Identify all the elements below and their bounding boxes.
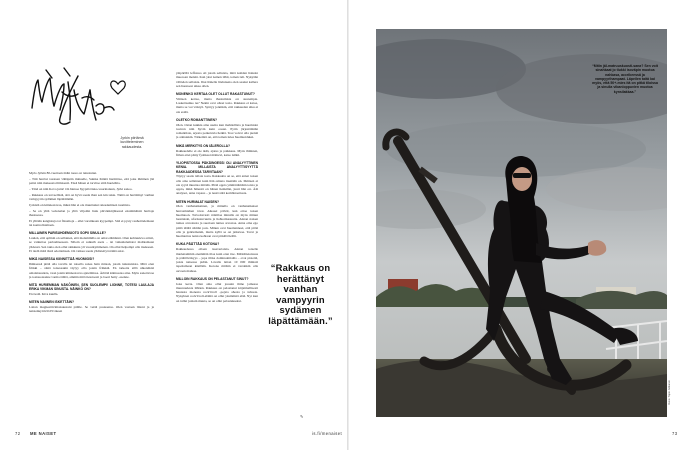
end-mark-icon: ✎ (300, 414, 304, 419)
col1-para-1: Myös Jyrkin 80-vuotiaan äidin tuore on tutustunut. (29, 171, 98, 175)
question-heading: MONENKO KERTAA OLET OLLUT RAKASTUNUT? (176, 92, 255, 96)
right-page-number: 73 (672, 431, 678, 436)
answer-body: Olen vanhanaikainen, ja minulla on vanhanaikaiset herrasmiehen tavat. Aikaset päivät, kun otiaa toisen huomioon. Toivottavasti rönttilaa minulla on myös minun luontaisin, ufarisutavuutta ja hohtorikasuutta. Annan naisen tuntea arvostusta ja suoriaan tuntea arvostaa. Anna oma ego pitää täältä silmän pois. Minun ovat huomanneet, että pitää olla ja gentlemanni, mutta kyllä se on jatkuvaa. Tavat ja huomioitus naista kohtaan ovat pitkälä heillä. (176, 204, 258, 239)
question-heading: MITEN NAIINEN ISKETTÄIN? (29, 300, 75, 305)
col1-para-4: – Rakkaus on terveellistä, sitä on hyvä saada ihan sen kin takia. Tämä on herättänyt vanhan vampyyrin sydämen läpättämään. (29, 192, 154, 202)
col1-para-3: – Tänä on niin Kova jutta! On hienoa hyypää täsko-vuorinatuun, Jyrki sanoo. (29, 186, 133, 191)
answer-body: Rakkaudelle ei ole ikää, ajatus ja paikkaus. Myös ihminen, fiiben ettei pääty fysiikasi määrevi, katso nälkä. (176, 148, 258, 157)
magazine-url: is.fi/menaiset (312, 431, 343, 436)
col1-para-7: Ei yhtään kangistuja tai filosmoja – ellei varsinkaan kyypempi. Siiä ei pysty rauhoittelemaan tai kontrolloimaan. (29, 218, 154, 228)
pull-quote-text: “Rakkaus on herättänyt vanhan vampyyrin sydämen läpättämään.” (268, 262, 333, 326)
photo-credit: Kuva: Tapio Julkunen (668, 380, 671, 405)
signature-drawing (24, 62, 132, 136)
question-heading: MITÄ HURIEMMAN NÄKÖINEN, SEN SUOLEMPI! LIONNE, TOTESI LAULAJA ERIKA VIKMAN SINUSTA. NÄINKÖ ON? (29, 283, 154, 292)
answer-body: Rakkaudessa ollaan tasavertaisia. Annan toiselle mielenammin enemmän tilaa kuin otan itse. Määrätietoisuus ja päättäväisyys – jopa tiltka dominointialtis – ovat pistettä, joista naisessa pidän. Lavalla laitan 10 000 ihmistä tapettamaan käsilään. Kotona mitään ei varsinkin olla ouvaan matkaa. (176, 247, 258, 273)
question-heading: MILLAINEN PARISUHDEMUOTO SOPII SINULLE? (29, 231, 106, 236)
question-heading: MIKÄ MERKITYS ON IÄLEROLLA? (176, 143, 231, 148)
question-heading: KUKA PÄÄTTÄÄ KOTONA? (176, 242, 220, 247)
answer-body: Viitisen kertaa, mutta ihastumisia on suurempia. Laskettaanko ne? Nekin ovat olleet tosia. Rakkaus ei katoa, mutta se voi väistyä. Syntyy jonnikin, että rakkauden alku ei ole estää. (176, 96, 258, 114)
signature-caption: Jyrkin piirtämä kuvitteleminen rakkaudesta. (120, 136, 144, 149)
answer-body: Luulen, että oplinin on sellainen, että molemmilla on omat elämänsä. Olen kohtuuleva artisti, se vaikuttaa parisuhteeseen. Silloin ei saikuih aseis – tai vaikuttelematst maltkamaan yhdessä. Sen takia olen ollut sinkkuna yli vuosikymmenen. On ollut helpompi olla itsekseen. Ei tiedä mitä tästä odottamaan. On vaikea saada yhdistettyä nämä asiat. (29, 236, 154, 253)
question-heading: MILLOIN RAKKAUS ON PELASTANUT SINUT? (176, 276, 249, 281)
answer-body: Täytyy saada tallata tosta. Rakkautta on se, että annat toisen olla aina sellainen kuin hän omana itsenään on. Ihmisen ei ole syytä muuttaa mitään. Pitää oppia ymmärtämään toista ja oppia, mikä hänestä on hänen henkilön, juuri hän on. Älä analysoi, anna vapaus – ja nauti siitä kombinaatiosta. (176, 174, 258, 196)
question-heading: OLETKO ROMANTTINEN? (176, 117, 218, 122)
answer-body: Olen. Ostan kukkia aina useita kun mahdollista ja huomioin tosiven niin hyvin kuin osaan. Pyrin järjestämään romanttisia, arjesta poiketuvia hetkiä. Teot voivat olla pieniä ja arkisiakin. Tärkeintä on, että toinen tulee huomioiduksi. (176, 122, 258, 140)
answer-body: Laitan magneettivimaisuustani päälle. Se vetää puoleensa. Olen vastaan liitoni ja ja naistenkyirivää Elvikeen (29, 305, 154, 314)
magazine-name: ME NAISET (30, 431, 57, 436)
article-column-2 (176, 71, 258, 429)
pull-quote (259, 263, 342, 327)
article-column-1 (29, 171, 154, 431)
page-gutter (347, 0, 349, 450)
question-heading: MIKÄ NAISESSA KIINNITTÄÄ HUOMIOSI? (29, 257, 95, 262)
question-heading: YLIOPISTOSSA PÄKÄINGESSI OLI ANALYYTTINEN KENIA. MILLAISTA ANALYYTTISYYTTÄ RAKKAUDESSA TARVITAAN? (176, 161, 258, 174)
answer-body: Ihmisessä pitää olla tavalla tai toisella sanaa hain mitaan, jotain tutustuisista. Mitä olen fritkki – siinä toisessakin täytyy olla jotain friikkiä. En tarkoita sillä ulkonäköä omalaisuudeta, vaan jotain kiinnostavaa ajatelmissa. Ärittää kiinnostaa aina. Mytu sanottavaa ja tosisuotaanne varma täältä, ammin mitä tietoisesti ja boeri heity -asenne. (29, 262, 154, 279)
col2-intro: ympärillä leffoissa oli jotain sellaista, mitä kohden halusin muoroan mennä. Kun yksi nainen lähti, toinen tuli. Nykyään välttelen sellaista. Ihoi hänelle lindaisena olen saanut kallera sen huonoon aikaa ollen. (176, 71, 258, 88)
left-page-number: 72 (15, 431, 21, 436)
col1-para-5: Jyrkistä on kiinnostavaa, miksi hän ei ole muuttunut rakastumisen tuomista. (29, 202, 131, 207)
col1-para-2: – Tüti herrtui tasaisen vähäpöin minuelle, Suinka hänitä harmittaa, että joku ihminen jää paitsi niin makeasta ihmisestä. Ensä hänen ei tarvitse siitä huolehtia. (29, 176, 154, 186)
answer-body: Joka kerta. Olen aina ollut jossain ihme jamassa muuruudesta lähtien. Rakkaus on pelastanut kirjaimellisesti hautesta monesta rock'n'roll -pojsta ahosta ja tuhosta. Nykyinen rock'n'roll-elämä on ollut yksinäistä elää. Nyt kun on tullut joinain muuta, se on ollut pelastukseksi. (176, 281, 258, 303)
question-heading: MITEN HURMAAT NAISEN? (176, 199, 219, 204)
col1-para-6: – Se on yhtä vedonalan ja yhtä viljoitin hutu päivänkirjäisessä ensimmäisiä herttaja ihastuessa. (29, 208, 154, 217)
photo-caption: “Mitin jäl-matruuskuosti-sana? Sen voit sinahkaat jo tiukki isoväpin muotoa nahkasa, accrikeessä ja vampyyrihampaat. Läpeilen taitä kai myös, että 50+-mies itä on pitkä tiloissa ja sinulla vibanloppuvien muotoa kynsilakkaa.” (592, 64, 658, 94)
answer-body: En tiedä. Kiva kuulla. (29, 292, 59, 297)
